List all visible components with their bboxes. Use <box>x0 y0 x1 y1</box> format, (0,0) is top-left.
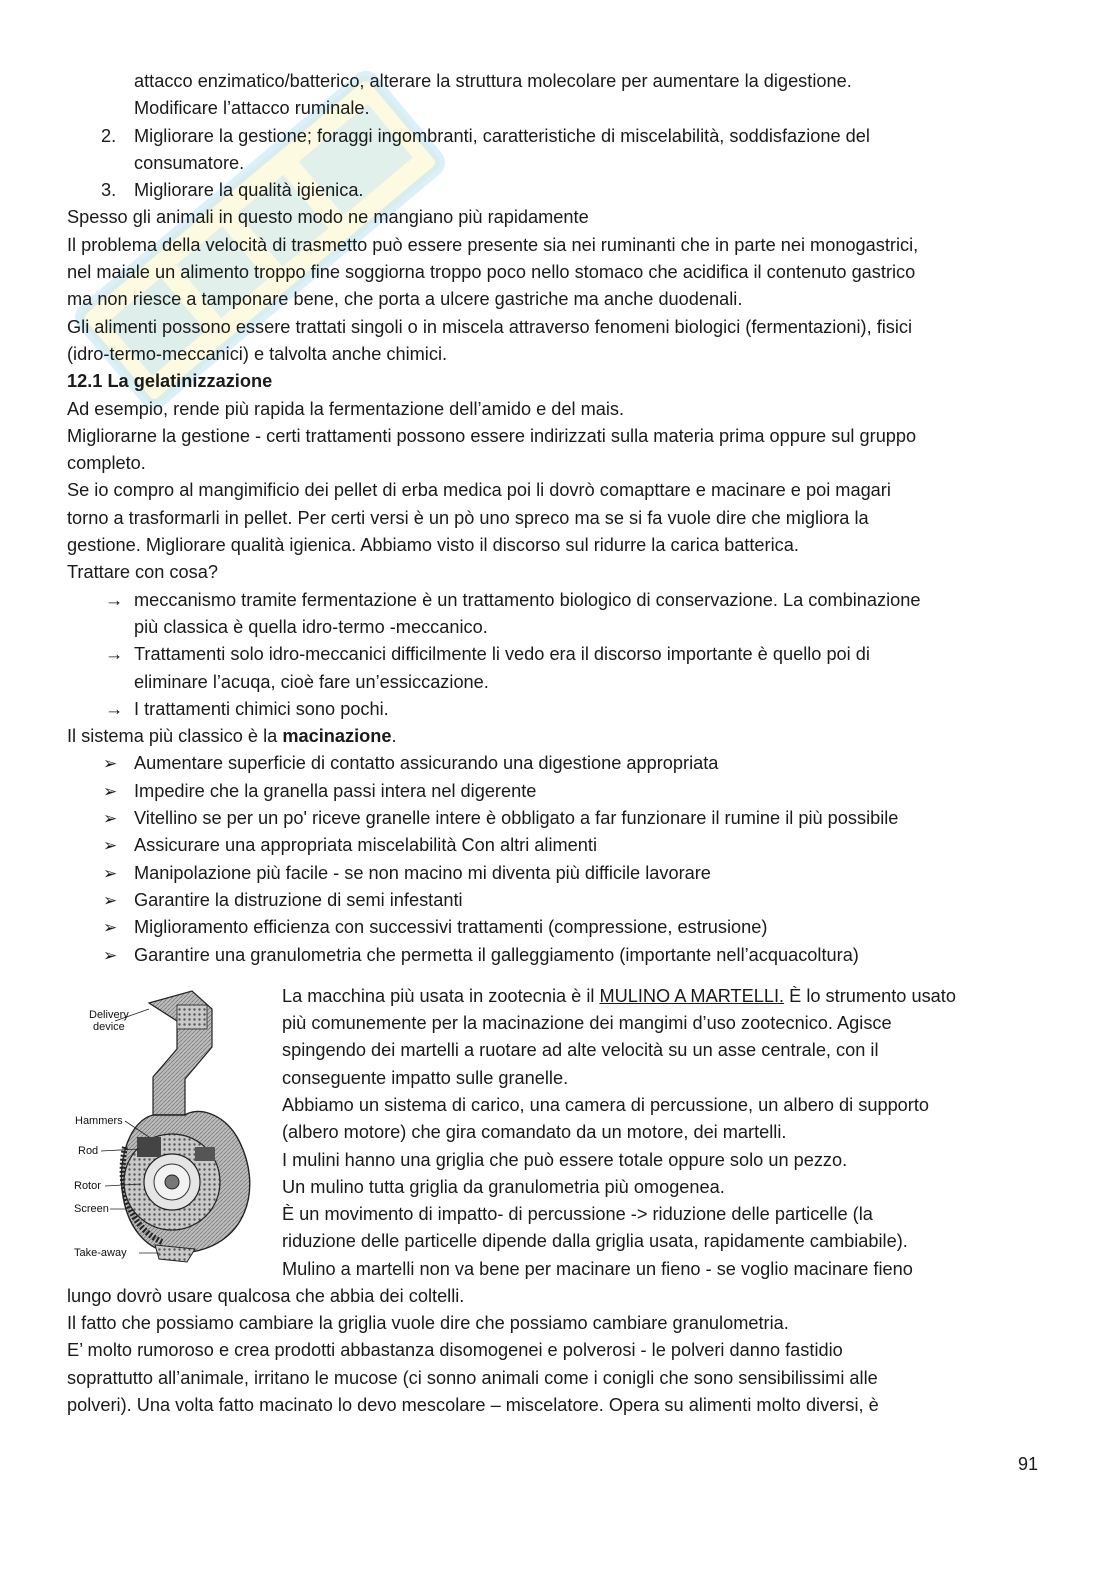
paragraph <box>67 204 1047 368</box>
text-line: nel maiale un alimento troppo fine soggiorna troppo poco nello stomaco che acidifica il contenuto gastrico <box>67 262 916 283</box>
figure-label-hammers: Hammers <box>75 1114 123 1127</box>
text-line: più classica è quella idro-termo -meccanico. <box>134 616 488 637</box>
page-number: 91 <box>1018 1454 1039 1474</box>
text-line: Il problema della velocità di trasmetto può essere presente sia nei ruminanti che in parte nei monogastrici, <box>67 234 919 255</box>
list-item <box>67 750 1047 777</box>
text-line: conseguente impatto sulle granelle. <box>282 1067 569 1088</box>
text-line: Vitellino se per un po' riceve granelle intere è obbligato a far funzionare il rumine il più possibile <box>134 808 899 829</box>
text-line: Miglioramento efficienza con successivi trattamenti (compressione, estrusione) <box>134 917 768 938</box>
list-item <box>67 832 1047 859</box>
text-span: . <box>391 726 397 747</box>
figure-label-screen: Screen <box>74 1202 109 1215</box>
arrow-right-icon: → <box>105 644 124 665</box>
figure-label-rotor: Rotor <box>74 1179 101 1192</box>
text-line: Abbiamo un sistema di carico, una camera di percussione, un albero di supporto <box>282 1094 930 1115</box>
list-item <box>67 587 1047 642</box>
figure-label-takeaway: Take-away <box>74 1246 127 1259</box>
text-line: Modificare l’attacco ruminale. <box>134 98 370 119</box>
chevron-list <box>67 750 1047 968</box>
text-line: polveri). Una volta fatto macinato lo devo mescolare – miscelatore. Opera su alimenti molto diversi, è <box>67 1394 879 1415</box>
macinazione-line <box>67 723 1047 750</box>
arrowhead-bullet-icon: ➢ <box>103 918 118 938</box>
text-line: (albero motore) che gira comandato da un motore, dei martelli. <box>282 1122 787 1143</box>
text-line: Ad esempio, rende più rapida la fermentazione dell’amido e del mais. <box>67 398 625 419</box>
text-line: soprattutto all’animale, irritano le mucose (ci sonno animali come i conigli che sono sensibilissimi alle <box>67 1367 878 1388</box>
text-line: Gli alimenti possono essere trattati singoli o in miscela attraverso fenomeni biologici (fermentazioni), fisici <box>67 316 913 337</box>
arrowhead-bullet-icon: ➢ <box>103 754 118 774</box>
text-line: Migliorarne la gestione - certi trattamenti possono essere indirizzati sulla materia prima oppure sul gruppo <box>67 425 917 446</box>
text-line: Spesso gli animali in questo modo ne mangiano più rapidamente <box>67 207 589 228</box>
arrowhead-bullet-icon: ➢ <box>103 945 118 965</box>
list-item <box>67 177 1047 204</box>
text-span: È lo strumento usato <box>784 985 956 1006</box>
arrowhead-bullet-icon: ➢ <box>103 781 118 801</box>
text-line: (idro-termo-meccanici) e talvolta anche chimici. <box>67 343 448 364</box>
text-line: Aumentare superficie di contatto assicurando una digestione appropriata <box>134 753 719 774</box>
text-line: Mulino a martelli non va bene per macinare un fieno - se voglio macinare fieno <box>282 1258 913 1279</box>
text-line: Se io compro al mangimificio dei pellet di erba medica poi li dovrò comapttare e macinare e poi magari <box>67 480 891 501</box>
text-line: consumatore. <box>134 152 245 173</box>
list-item <box>67 123 1047 178</box>
text-line: spingendo dei martelli a ruotare ad alte velocità su un asse centrale, con il <box>282 1040 879 1061</box>
text-line: Manipolazione più facile - se non macino mi diventa più difficile lavorare <box>134 862 711 883</box>
text-line: gestione. Migliorare qualità igienica. Abbiamo visto il discorso sul ridurre la carica batterica. <box>67 535 799 556</box>
text-line <box>282 983 1052 1010</box>
list-item <box>67 942 1047 969</box>
text-line: Garantire la distruzione di semi infestanti <box>134 889 463 910</box>
text-line: Assicurare una appropriata miscelabilità Con altri alimenti <box>134 835 597 856</box>
paragraph <box>67 1283 1047 1419</box>
arrowhead-bullet-icon: ➢ <box>103 890 118 910</box>
text-line: Un mulino tutta griglia da granulometria più omogenea. <box>282 1176 725 1197</box>
text-line: È un movimento di impatto- di percussione -> riduzione delle particelle (la <box>282 1204 873 1225</box>
text-span: Il sistema più classico è la <box>67 726 283 747</box>
hammer-mill-section <box>67 983 1047 1283</box>
arrowhead-bullet-icon: ➢ <box>103 863 118 883</box>
text-line: attacco enzimatico/batterico, alterare la struttura molecolare per aumentare la digestione. <box>134 71 852 91</box>
hammer-mill-figure <box>67 987 272 1267</box>
list-item <box>67 914 1047 941</box>
figure-label-rod: Rod <box>78 1144 99 1157</box>
list-item <box>67 696 1047 723</box>
text-line: completo. <box>67 453 146 474</box>
numbered-list <box>67 123 1047 205</box>
text-line: E’ molto rumoroso e crea prodotti abbastanza disomogenei e polverosi - le polveri danno fastidio <box>67 1340 843 1361</box>
arrow-right-icon: → <box>105 698 124 719</box>
text-line: Migliorare la qualità igienica. <box>134 180 364 201</box>
underlined-term: MULINO A MARTELLI. <box>599 985 785 1006</box>
text-line: Migliorare la gestione; foraggi ingombranti, caratteristiche di miscelabilità, soddisfazione del <box>134 125 870 146</box>
text-line: Trattamenti solo idro-meccanici difficilmente li vedo era il discorso importante è quello poi di <box>134 644 870 665</box>
list-item <box>67 778 1047 805</box>
bold-term: macinazione <box>282 726 392 747</box>
text-line: Garantire una granulometria che permetta il galleggiamento (importante nell’acquacoltura) <box>134 944 859 965</box>
text-line: Il fatto che possiamo cambiare la griglia vuole dire che possiamo cambiare granulometria. <box>67 1313 789 1334</box>
list-item <box>67 805 1047 832</box>
text-line: più comunemente per la macinazione dei mangimi d’uso zootecnico. Agisce <box>282 1013 892 1034</box>
list-number: 3. <box>101 180 117 201</box>
arrow-right-icon: → <box>105 589 124 610</box>
text-line: lungo dovrò usare qualcosa che abbia dei coltelli. <box>67 1285 465 1306</box>
paragraph <box>67 396 1047 587</box>
hammer-mill-description <box>282 983 1052 1283</box>
list-number: 2. <box>101 125 117 146</box>
text-line: Impedire che la granella passi intera nel digerente <box>134 780 537 801</box>
text-line: torno a trasformarli in pellet. Per certi versi è un pò uno spreco ma se si fa vuole dire che migliora la <box>67 507 869 528</box>
arrowhead-bullet-icon: ➢ <box>103 836 118 856</box>
text-line: Trattare con cosa? <box>67 562 218 583</box>
figure-label-delivery: Delivery device <box>89 1008 129 1033</box>
text-span: La macchina più usata in zootecnia è il <box>282 985 600 1006</box>
text-line: ma non riesce a tamponare bene, che porta a ulcere gastriche ma anche duodenali. <box>67 289 743 310</box>
text-line: I trattamenti chimici sono pochi. <box>134 698 389 719</box>
list-item <box>67 887 1047 914</box>
text-line: riduzione delle particelle dipende dalla griglia usata, rapidamente cambiabile). <box>282 1231 908 1252</box>
arrowhead-bullet-icon: ➢ <box>103 809 118 829</box>
arrow-list <box>67 587 1047 723</box>
text-line: meccanismo tramite fermentazione è un trattamento biologico di conservazione. La combinazione <box>134 589 921 610</box>
list-item <box>67 860 1047 887</box>
list-item <box>67 641 1047 696</box>
intro-block <box>67 68 1047 123</box>
section-heading: 12.1 La gelatinizzazione <box>67 371 273 392</box>
text-line: eliminare l’acuqa, cioè fare un’essiccazione. <box>134 671 489 692</box>
text-line: I mulini hanno una griglia che può essere totale oppure solo un pezzo. <box>282 1149 848 1170</box>
document-page <box>67 68 1047 1419</box>
